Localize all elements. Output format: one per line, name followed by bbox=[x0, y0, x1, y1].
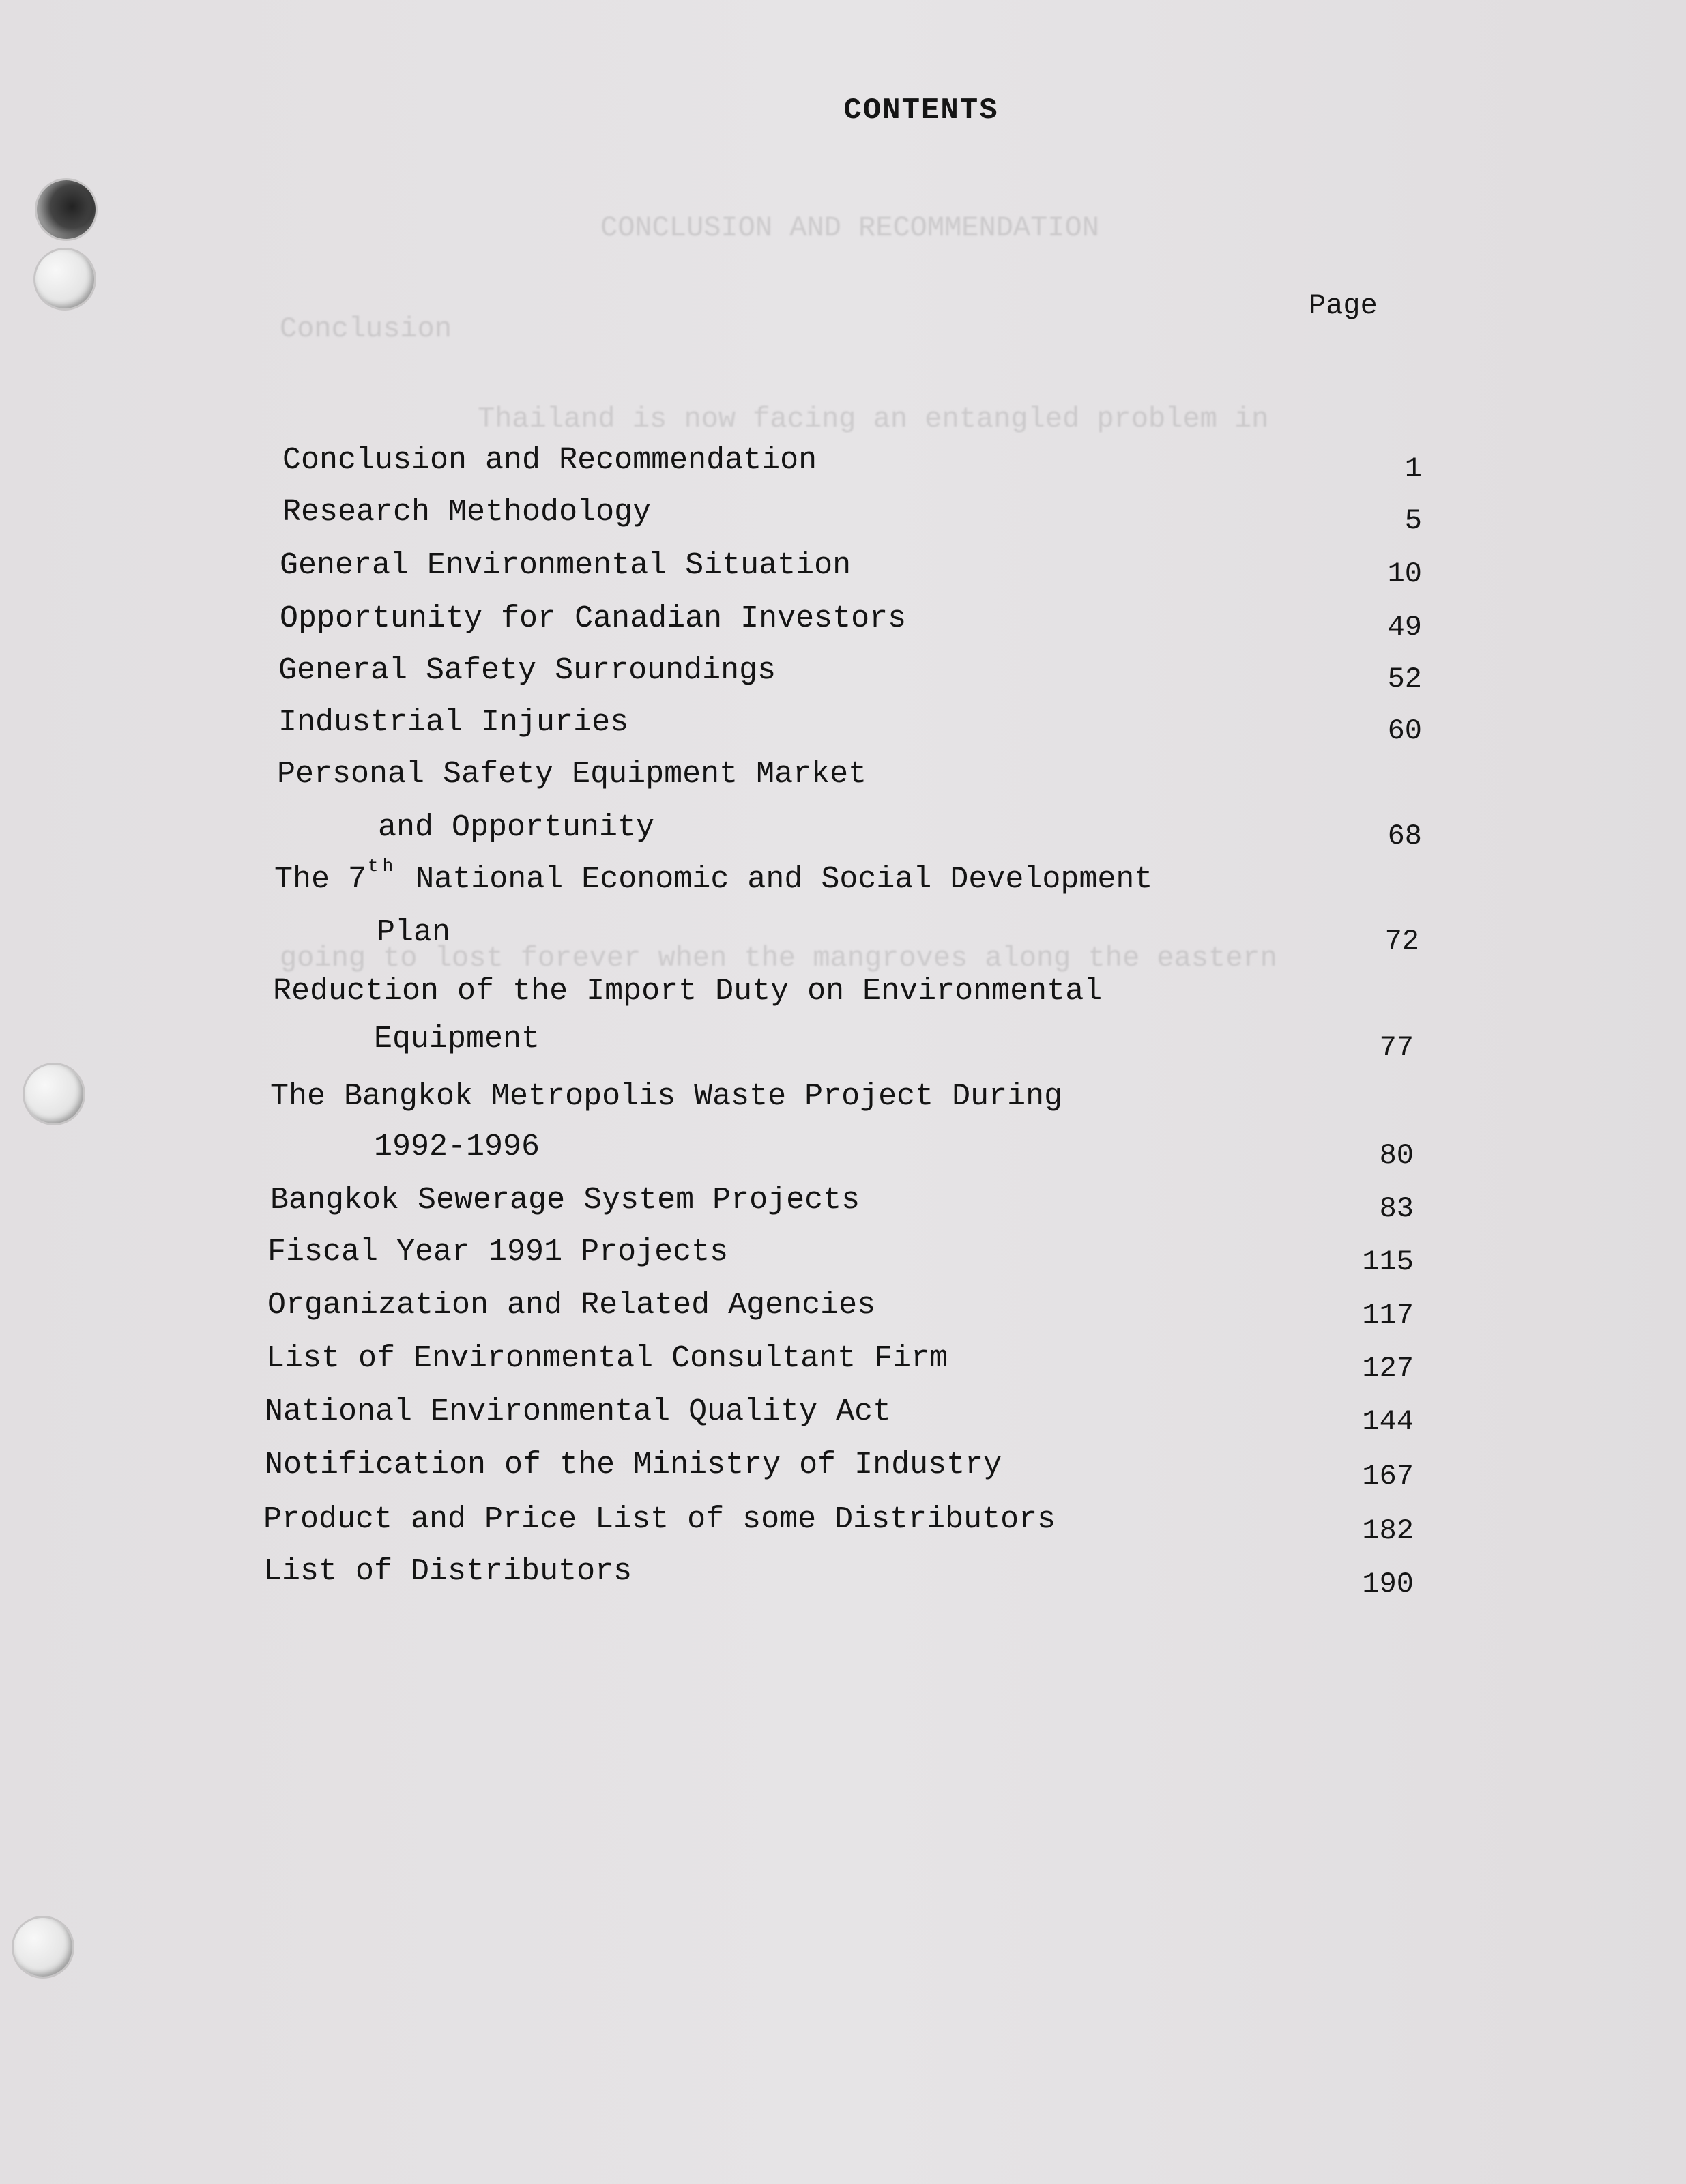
toc-entry-title: Notification of the Ministry of Industry bbox=[265, 1448, 1002, 1482]
toc-page-number: 49 bbox=[1387, 611, 1422, 644]
toc-entry-title: Fiscal Year 1991 Projects bbox=[267, 1235, 729, 1269]
bleed-through-text: going to lost forever when the mangroves along the eastern bbox=[280, 942, 1277, 975]
toc-entry-title: Industrial Injuries bbox=[278, 705, 629, 740]
toc-entry-continuation: and Opportunity bbox=[378, 810, 655, 845]
bleed-through-text: Conclusion bbox=[280, 313, 452, 345]
toc-page-number: 77 bbox=[1379, 1031, 1414, 1064]
toc-entry-continuation: Plan bbox=[377, 915, 451, 950]
toc-page-number: 52 bbox=[1387, 663, 1422, 695]
toc-page-number: 1 bbox=[1404, 452, 1422, 485]
ordinal-superscript: th bbox=[368, 856, 398, 876]
toc-entry-title: National Environmental Quality Act bbox=[265, 1394, 892, 1429]
toc-entry-continuation: 1992-1996 bbox=[374, 1130, 540, 1164]
page-title: CONTENTS bbox=[843, 94, 999, 128]
toc-entry-title bbox=[274, 856, 1153, 897]
toc-entry-title: Opportunity for Canadian Investors bbox=[280, 601, 907, 636]
toc-entry-title: Bangkok Sewerage System Projects bbox=[270, 1183, 860, 1218]
bleed-through-text: CONCLUSION AND RECOMMENDATION bbox=[600, 212, 1099, 244]
toc-entry-title: Product and Price List of some Distributors bbox=[263, 1502, 1056, 1537]
bleed-through-text: Thailand is now facing an entangled problem in bbox=[478, 403, 1269, 435]
toc-entry-title: Personal Safety Equipment Market bbox=[277, 757, 867, 792]
toc-entry-title-prefix: The 7 bbox=[274, 862, 367, 897]
toc-entry-title: Organization and Related Agencies bbox=[267, 1288, 876, 1323]
toc-entry-title: Conclusion and Recommendation bbox=[282, 443, 817, 478]
page-column-header: Page bbox=[1309, 289, 1378, 322]
toc-page-number: 144 bbox=[1362, 1405, 1414, 1438]
toc-page-number: 167 bbox=[1362, 1460, 1414, 1493]
toc-page-number: 190 bbox=[1362, 1568, 1414, 1600]
toc-entry-title: General Safety Surroundings bbox=[278, 653, 776, 688]
toc-page-number: 60 bbox=[1387, 715, 1422, 747]
toc-entry-title: Research Methodology bbox=[282, 495, 652, 530]
toc-page-number: 83 bbox=[1379, 1192, 1414, 1225]
toc-page-number: 68 bbox=[1387, 820, 1422, 852]
toc-entry-title: List of Distributors bbox=[263, 1554, 633, 1589]
toc-entry-title-suffix: National Economic and Social Development bbox=[397, 862, 1153, 897]
toc-page-number: 80 bbox=[1379, 1139, 1414, 1172]
toc-page-number: 115 bbox=[1362, 1246, 1414, 1278]
toc-entry-title: Reduction of the Import Duty on Environmental bbox=[273, 974, 1103, 1009]
toc-page-number: 10 bbox=[1387, 558, 1422, 590]
toc-page-number: 117 bbox=[1362, 1299, 1414, 1332]
toc-page-number: 182 bbox=[1362, 1514, 1414, 1547]
toc-page-number: 127 bbox=[1362, 1352, 1414, 1385]
toc-page-number: 72 bbox=[1384, 925, 1419, 958]
toc-entry-title: List of Environmental Consultant Firm bbox=[266, 1341, 948, 1376]
toc-entry-title: The Bangkok Metropolis Waste Project During bbox=[270, 1079, 1063, 1114]
toc-entry-continuation: Equipment bbox=[374, 1022, 540, 1057]
toc-page-number: 5 bbox=[1404, 504, 1422, 537]
toc-entry-title: General Environmental Situation bbox=[280, 548, 852, 583]
